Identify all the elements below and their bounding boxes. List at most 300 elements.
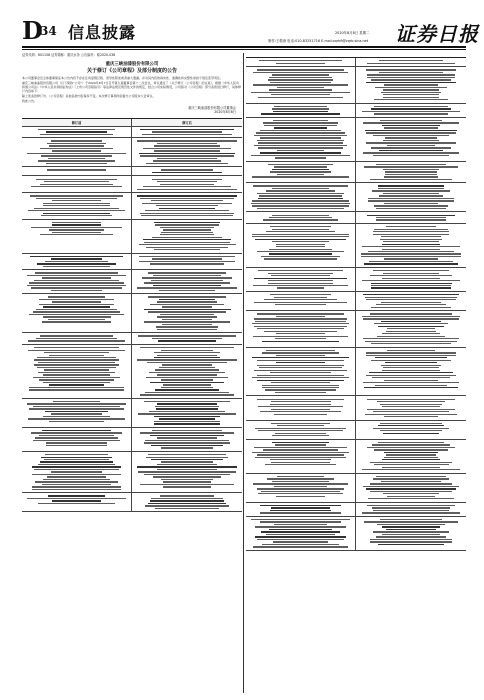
text-line	[366, 142, 457, 143]
text-line	[252, 200, 348, 201]
text-line	[27, 498, 127, 499]
text-line	[376, 476, 445, 477]
text-line	[257, 539, 345, 540]
text-line	[277, 287, 325, 288]
text-line	[43, 416, 110, 417]
text-line	[384, 203, 439, 204]
text-line	[28, 418, 125, 419]
text-line	[44, 181, 108, 182]
text-line	[266, 190, 335, 191]
text-line	[36, 198, 117, 199]
text-line	[254, 145, 347, 146]
amendment-table-continued	[246, 57, 466, 551]
text-line	[272, 74, 328, 75]
text-line	[152, 237, 222, 238]
text-line	[382, 249, 439, 250]
table-row	[246, 348, 466, 397]
text-line	[34, 280, 118, 281]
table-row	[22, 333, 242, 345]
text-line	[29, 408, 124, 409]
announcement-title: 关于修订《公司章程》及部分制度的公告	[86, 68, 177, 74]
text-line	[277, 476, 324, 477]
text-line	[254, 370, 347, 371]
text-line	[160, 314, 213, 315]
text-line	[363, 294, 460, 295]
text-line	[48, 158, 105, 159]
table-row	[22, 138, 242, 167]
cell-after	[356, 517, 466, 550]
text-line	[269, 89, 333, 90]
text-line	[377, 524, 445, 525]
text-line	[273, 541, 327, 542]
cell-after	[132, 127, 242, 138]
text-line	[276, 246, 325, 247]
text-line	[370, 462, 453, 463]
text-line	[27, 153, 125, 154]
text-line	[260, 411, 342, 412]
text-line	[272, 241, 329, 242]
text-line	[382, 370, 441, 371]
text-line	[41, 215, 111, 216]
text-line	[376, 164, 445, 165]
text-line	[368, 198, 453, 199]
text-line	[150, 263, 224, 264]
text-line	[362, 280, 459, 281]
cell-after	[356, 292, 466, 310]
text-line	[257, 208, 344, 209]
text-line	[275, 433, 326, 434]
text-line	[154, 423, 219, 424]
text-line	[373, 428, 448, 429]
text-line	[376, 217, 445, 218]
text-line	[384, 176, 438, 177]
text-line	[154, 145, 219, 146]
text-line	[383, 493, 440, 494]
text-line	[376, 219, 446, 220]
text-line	[256, 132, 345, 133]
text-line	[379, 195, 442, 196]
text-line	[382, 333, 441, 334]
text-line	[384, 457, 439, 458]
text-line	[272, 188, 329, 189]
text-line	[38, 129, 115, 130]
text-line	[373, 270, 449, 271]
text-line	[46, 442, 106, 443]
cell-after	[356, 104, 466, 117]
text-line	[43, 213, 109, 214]
text-line	[144, 474, 230, 475]
text-line	[266, 350, 336, 351]
cell-before	[22, 294, 132, 332]
text-line	[372, 190, 450, 191]
text-line	[161, 232, 213, 233]
text-line	[268, 79, 333, 80]
text-line	[379, 72, 442, 73]
text-line	[43, 316, 111, 317]
text-line	[49, 355, 105, 356]
text-line	[377, 336, 444, 337]
text-line	[162, 319, 211, 320]
text-line	[38, 160, 114, 161]
text-line	[383, 193, 439, 194]
text-line	[137, 466, 237, 467]
text-line	[379, 150, 443, 151]
text-line	[272, 169, 329, 170]
text-line	[149, 372, 224, 373]
table-row	[22, 176, 242, 193]
cell-before	[246, 212, 356, 223]
cell-before	[22, 193, 132, 219]
text-line	[142, 277, 231, 278]
text-line	[46, 131, 106, 132]
text-line	[162, 306, 211, 307]
text-line	[365, 414, 457, 415]
text-line	[139, 153, 236, 154]
text-line	[46, 445, 107, 446]
text-line	[143, 148, 232, 149]
text-line	[139, 244, 236, 245]
text-line	[152, 258, 222, 259]
text-line	[276, 316, 324, 317]
text-line	[263, 219, 338, 220]
text-line	[271, 275, 330, 276]
text-line	[380, 430, 443, 431]
text-line	[264, 331, 338, 332]
cell-before	[246, 421, 356, 439]
text-line	[38, 362, 116, 363]
text-line	[144, 321, 230, 322]
company-name: 重庆三峡油漆股份有限公司	[105, 62, 159, 67]
text-line	[154, 352, 220, 353]
text-line	[144, 401, 229, 402]
text-line	[371, 285, 451, 286]
text-line	[45, 454, 107, 455]
text-line	[144, 242, 231, 243]
text-line	[144, 442, 230, 443]
text-line	[262, 387, 338, 388]
text-line	[52, 500, 100, 501]
text-line	[264, 299, 337, 300]
text-line	[363, 318, 459, 319]
text-line	[259, 195, 343, 196]
text-line	[150, 500, 224, 501]
text-line	[45, 261, 108, 262]
text-line	[35, 481, 119, 482]
text-line	[255, 239, 346, 240]
text-line	[383, 140, 439, 141]
text-line	[28, 210, 125, 211]
text-line	[47, 476, 106, 477]
text-line	[255, 536, 346, 537]
table-row	[22, 493, 242, 512]
text-line	[276, 63, 324, 64]
text-line	[373, 411, 449, 412]
text-line	[260, 512, 341, 513]
text-line	[154, 357, 220, 358]
text-line	[139, 256, 235, 257]
text-line	[144, 309, 231, 310]
text-line	[140, 432, 234, 433]
table-row	[246, 58, 466, 67]
text-line	[257, 193, 344, 194]
text-line	[367, 409, 455, 410]
table-row	[246, 396, 466, 420]
text-line	[29, 314, 124, 315]
text-line	[275, 338, 326, 339]
cell-after	[356, 224, 466, 267]
text-line	[140, 155, 235, 156]
text-line	[44, 352, 110, 353]
text-line	[148, 503, 226, 504]
text-line	[44, 369, 109, 370]
cell-before	[246, 348, 356, 396]
text-line	[252, 176, 349, 177]
text-line	[147, 362, 227, 363]
table-row	[246, 474, 466, 503]
text-line	[31, 432, 121, 433]
text-line	[259, 367, 343, 368]
text-line	[254, 318, 347, 319]
text-line	[382, 244, 441, 245]
text-line	[31, 186, 122, 187]
text-line	[252, 323, 348, 324]
text-line	[51, 258, 102, 259]
text-line	[33, 406, 120, 407]
text-line	[382, 526, 440, 527]
text-line	[275, 304, 326, 305]
text-line	[369, 372, 453, 373]
text-line	[383, 273, 439, 274]
text-line	[159, 208, 215, 209]
cell-after	[132, 399, 242, 427]
text-line	[161, 447, 212, 448]
cell-after	[132, 333, 242, 344]
text-line	[274, 127, 328, 128]
text-line	[161, 379, 214, 380]
cell-after	[356, 348, 466, 396]
text-line	[387, 350, 435, 351]
text-line	[33, 440, 119, 441]
text-line	[373, 135, 449, 136]
text-line	[262, 385, 340, 386]
text-line	[276, 355, 325, 356]
text-line	[138, 335, 236, 336]
text-line	[371, 283, 452, 284]
table-row	[22, 428, 242, 452]
text-line	[145, 392, 228, 393]
text-line	[30, 195, 122, 196]
text-line	[32, 489, 121, 490]
text-line	[261, 256, 341, 257]
text-line	[368, 200, 455, 201]
text-line	[258, 147, 342, 148]
text-line	[270, 510, 331, 511]
cell-after	[356, 212, 466, 223]
text-line	[266, 231, 335, 232]
text-line	[151, 200, 224, 201]
text-line	[386, 454, 436, 455]
text-line	[258, 430, 342, 431]
cell-before	[22, 333, 132, 344]
cell-after	[132, 345, 242, 398]
text-line	[381, 236, 442, 237]
cell-before	[22, 138, 132, 166]
cell-before	[22, 428, 132, 451]
text-line	[277, 87, 324, 88]
text-line	[387, 328, 436, 329]
text-line	[372, 507, 450, 508]
text-line	[153, 476, 222, 477]
cell-after	[356, 183, 466, 211]
text-line	[145, 210, 230, 211]
text-line	[40, 461, 113, 462]
text-line	[40, 234, 113, 235]
text-line	[270, 294, 331, 295]
table-row	[246, 224, 466, 268]
table-row	[246, 421, 466, 440]
text-line	[269, 77, 332, 78]
text-line	[155, 389, 219, 390]
text-line	[40, 134, 114, 135]
text-line	[366, 375, 456, 376]
text-line	[366, 82, 455, 83]
cell-after	[132, 254, 242, 270]
text-line	[378, 544, 444, 545]
text-line	[378, 188, 444, 189]
text-line	[385, 362, 436, 363]
text-line	[153, 160, 222, 161]
text-line	[371, 343, 450, 344]
text-line	[362, 246, 461, 247]
text-line	[274, 106, 327, 107]
text-line	[32, 466, 121, 467]
text-line	[143, 239, 231, 240]
section-letter: D	[22, 16, 42, 45]
text-line	[264, 125, 337, 126]
text-line	[366, 132, 456, 133]
cell-before	[246, 58, 356, 66]
cell-before	[22, 493, 132, 511]
text-line	[364, 387, 457, 388]
text-line	[380, 423, 442, 424]
text-line	[46, 163, 108, 164]
text-line	[370, 541, 453, 542]
text-line	[363, 338, 459, 339]
text-line	[49, 384, 104, 385]
text-line	[371, 147, 452, 148]
text-line	[159, 367, 215, 368]
text-line	[156, 205, 218, 206]
text-line	[257, 360, 344, 361]
text-line	[270, 459, 330, 460]
text-line	[254, 326, 348, 327]
text-line	[49, 421, 104, 422]
text-line	[52, 150, 102, 151]
text-line	[157, 437, 217, 438]
text-line	[371, 108, 451, 109]
text-line	[367, 505, 454, 506]
text-line	[366, 352, 457, 353]
text-line	[372, 377, 449, 378]
text-line	[145, 505, 229, 506]
text-line	[155, 369, 219, 370]
text-line	[379, 60, 444, 61]
text-line	[51, 471, 103, 472]
text-line	[385, 137, 438, 138]
text-line	[261, 531, 340, 532]
text-line	[33, 377, 119, 378]
text-line	[52, 200, 101, 201]
cell-before	[22, 452, 132, 492]
text-line	[140, 394, 234, 395]
text-line	[253, 483, 349, 484]
text-line	[381, 481, 442, 482]
text-line	[365, 130, 457, 131]
table-row	[246, 268, 466, 292]
text-line	[27, 285, 126, 286]
text-line	[363, 122, 459, 123]
cell-after	[132, 176, 242, 192]
text-line	[138, 413, 236, 414]
text-line	[52, 232, 102, 233]
text-line	[276, 496, 324, 497]
text-line	[276, 333, 324, 334]
text-line	[257, 140, 344, 141]
text-line	[151, 280, 222, 281]
text-line	[373, 510, 450, 511]
text-line	[270, 404, 331, 405]
text-line	[276, 244, 324, 245]
newspaper-logo: 证券日报	[395, 22, 479, 46]
text-line	[146, 247, 228, 248]
text-line	[268, 283, 333, 284]
text-line	[276, 362, 324, 363]
table-row	[246, 503, 466, 517]
table-row	[22, 345, 242, 399]
text-line	[271, 382, 330, 383]
text-line	[368, 251, 454, 252]
cell-before	[22, 167, 132, 175]
cell-before	[246, 268, 356, 291]
text-line	[146, 377, 229, 378]
text-line	[161, 169, 213, 170]
table-row	[246, 212, 466, 224]
text-line	[363, 382, 458, 383]
text-line	[41, 457, 112, 458]
cell-after	[132, 452, 242, 492]
text-line	[154, 222, 221, 223]
text-line	[252, 377, 350, 378]
text-line	[273, 120, 328, 121]
table-row	[246, 292, 466, 311]
text-line	[374, 464, 449, 465]
text-line	[33, 311, 119, 312]
text-line	[375, 357, 447, 358]
text-line	[374, 449, 449, 450]
text-line	[376, 208, 446, 209]
text-line	[262, 352, 340, 353]
text-line	[380, 120, 442, 121]
text-line	[52, 224, 100, 225]
text-line	[378, 425, 444, 426]
text-line	[257, 365, 345, 366]
text-line	[257, 313, 344, 314]
text-line	[32, 474, 121, 475]
text-line	[145, 440, 229, 441]
text-line	[140, 484, 234, 485]
text-line	[157, 301, 218, 302]
cell-before	[246, 517, 356, 550]
